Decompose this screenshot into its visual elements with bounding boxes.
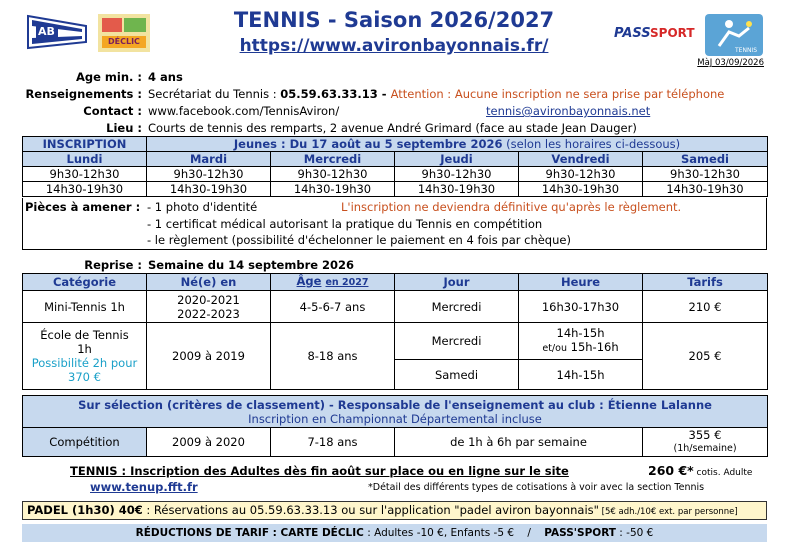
lieu-value: Courts de tennis des remparts, 2 avenue André Grimard (face au stade Jean Dauger)	[148, 121, 637, 135]
selection-tarif-note: (1h/semaine)	[673, 443, 737, 454]
day-samedi: Samedi	[643, 152, 768, 167]
renseignements-phone: 05.59.63.33.13	[280, 87, 378, 101]
header-nee: Né(e) en	[147, 274, 271, 291]
adultes-text: TENNIS : Inscription des Adultes dès fin août sur place ou en ligne sur le site	[70, 464, 569, 478]
pieces-label: Pièces à amener :	[25, 200, 141, 214]
selection-table	[22, 395, 768, 457]
jeunes-period	[147, 137, 768, 152]
renseignements-sep: -	[377, 87, 391, 101]
morning-mercredi: 9h30-12h30	[271, 167, 395, 182]
renseignements-label: Renseignements :	[25, 87, 142, 101]
day-vendredi: Vendredi	[519, 152, 643, 167]
tenup-link[interactable]: www.tenup.fft.fr	[90, 480, 198, 494]
selection-tarif-value: 355 €	[688, 428, 722, 442]
aviron-logo-text: AB	[38, 25, 55, 38]
ecole-heure-mercredi-b	[521, 340, 640, 356]
day-mercredi: Mercredi	[271, 152, 395, 167]
facebook-link[interactable]: www.facebook.com/TennisAviron/	[148, 104, 340, 118]
header-tarifs: Tarifs	[643, 274, 768, 291]
update-date: MàJ 03/09/2026	[697, 58, 764, 68]
morning-vendredi: 9h30-12h30	[519, 167, 643, 182]
padel-banner	[22, 501, 767, 520]
ecole-categorie	[23, 323, 147, 390]
morning-jeudi: 9h30-12h30	[395, 167, 519, 182]
renseignements-row	[0, 87, 788, 104]
adultes-price-note: cotis. Adulte	[693, 468, 753, 478]
mini-nee-1: 2020-2021	[177, 292, 240, 307]
renseignements-value	[148, 87, 724, 101]
selection-duree: de 1h à 6h par semaine	[395, 428, 643, 457]
header-age-label: Âge	[296, 274, 322, 288]
ecole-heure-mercredi-b-value: 15h-16h	[566, 340, 619, 354]
pass-sport-logo-pass: PASS	[614, 26, 651, 41]
mini-tarif: 210 €	[643, 291, 768, 323]
mini-nee	[147, 291, 271, 323]
morning-samedi: 9h30-12h30	[643, 167, 768, 182]
afternoon-mardi: 14h30-19h30	[147, 182, 271, 197]
ecole-possible-2: 370 €	[68, 370, 101, 384]
jeunes-period-note: (selon les horaires ci-dessous)	[502, 137, 681, 151]
day-lundi: Lundi	[23, 152, 147, 167]
page-title: TENNIS - Saison 2026/2027	[233, 8, 555, 32]
inscription-label: INSCRIPTION	[23, 137, 147, 152]
declic-logo-text: DÉCLIC	[108, 37, 140, 46]
reductions-banner	[22, 524, 767, 542]
table-row	[23, 323, 768, 360]
reprise-label: Reprise :	[84, 258, 142, 272]
selection-nee: 2009 à 2020	[147, 428, 271, 457]
reprise-value: Semaine du 14 septembre 2026	[148, 258, 355, 272]
courses-table	[22, 273, 768, 390]
courses-header-row	[23, 274, 768, 291]
ecole-heure-mercredi-a: 14h-15h	[556, 326, 605, 340]
header-age	[271, 274, 395, 291]
tennis-logo-text: TENNIS	[735, 47, 758, 54]
table-row	[23, 428, 768, 457]
mini-heure: 16h30-17h30	[519, 291, 643, 323]
pieces-item-certificat: - 1 certificat médical autorisant la pratique du Tennis en compétition	[147, 217, 543, 231]
adultes-price	[648, 463, 752, 478]
contact-row	[0, 104, 788, 121]
ecole-tarif: 205 €	[643, 323, 768, 390]
reductions-sep: /	[514, 527, 545, 539]
ecole-nee: 2009 à 2019	[147, 323, 271, 390]
pieces-box	[22, 198, 767, 250]
afternoon-mercredi: 14h30-19h30	[271, 182, 395, 197]
inscription-table	[22, 136, 768, 197]
reductions-pass-text: : -50 €	[615, 527, 654, 539]
mini-jour: Mercredi	[395, 291, 519, 323]
pieces-item-reglement: - le règlement (possibilité d'échelonner le paiement en 4 fois par chèque)	[147, 233, 571, 247]
afternoon-jeudi: 14h30-19h30	[395, 182, 519, 197]
renseignements-warning: Attention : Aucune inscription ne sera prise par téléphone	[390, 87, 725, 101]
ecole-heure-mercredi	[519, 323, 643, 360]
morning-mardi: 9h30-12h30	[147, 167, 271, 182]
selection-subtitle: Inscription en Championnat Départemental incluse	[248, 411, 542, 426]
reductions-declic-text: : Adultes -10 €, Enfants -5 €	[363, 527, 515, 539]
ecole-jour-samedi: Samedi	[395, 360, 519, 390]
lieu-label: Lieu :	[106, 121, 142, 135]
afternoon-row	[23, 182, 768, 197]
email-link[interactable]: tennis@avironbayonnais.net	[486, 104, 651, 118]
selection-header	[23, 396, 768, 428]
ecole-age: 8-18 ans	[271, 323, 395, 390]
adultes-price-value: 260 €*	[648, 463, 694, 478]
ecole-heure-etou: et/ou	[542, 343, 567, 354]
jeunes-period-bold: Jeunes : Du 17 août au 5 septembre 2026	[233, 137, 503, 151]
pieces-warning: L'inscription ne deviendra définitive qu'après le règlement.	[341, 200, 682, 214]
adultes-detail: *Détail des différents types de cotisations à voir avec la section Tennis	[368, 482, 705, 493]
age-label: Age min. :	[75, 70, 142, 84]
selection-categorie: Compétition	[23, 428, 147, 457]
table-row	[23, 291, 768, 323]
header-heure: Heure	[519, 274, 643, 291]
age-value: 4 ans	[148, 70, 183, 84]
day-jeudi: Jeudi	[395, 152, 519, 167]
pieces-item-photo: - 1 photo d'identité	[147, 200, 258, 214]
afternoon-samedi: 14h30-19h30	[643, 182, 768, 197]
header-age-sub: en 2027	[325, 277, 369, 288]
morning-row	[23, 167, 768, 182]
afternoon-lundi: 14h30-19h30	[23, 182, 147, 197]
padel-text: : Réservations au 05.59.63.33.13 ou sur l'application "padel aviron bayonnais"	[142, 503, 599, 517]
reductions-declic-label: RÉDUCTIONS DE TARIF : CARTE DÉCLIC	[135, 527, 364, 539]
ecole-categorie-2: 1h	[77, 342, 92, 356]
pass-sport-logo-sport: SPORT	[650, 26, 695, 40]
ecole-jour-mercredi: Mercredi	[395, 323, 519, 360]
days-row	[23, 152, 768, 167]
day-mardi: Mardi	[147, 152, 271, 167]
selection-age: 7-18 ans	[271, 428, 395, 457]
padel-title: PADEL (1h30) 40€	[27, 503, 143, 517]
site-url-link[interactable]: https://www.avironbayonnais.fr/	[239, 36, 549, 56]
ecole-heure-samedi: 14h-15h	[519, 360, 643, 390]
renseignements-prefix: Secrétariat du Tennis :	[148, 87, 281, 101]
padel-note: [5€ adh./10€ ext. par personne]	[598, 507, 738, 517]
afternoon-vendredi: 14h30-19h30	[519, 182, 643, 197]
selection-tarif	[643, 428, 768, 457]
contact-label: Contact :	[83, 104, 142, 118]
mini-categorie: Mini-Tennis 1h	[23, 291, 147, 323]
morning-lundi: 9h30-12h30	[23, 167, 147, 182]
mini-nee-2: 2022-2023	[177, 306, 240, 321]
ecole-possible-1: Possibilité 2h pour	[31, 356, 138, 370]
header-categorie: Catégorie	[23, 274, 147, 291]
reductions-pass-label: PASS'SPORT	[544, 527, 616, 539]
header-jour: Jour	[395, 274, 519, 291]
age-row	[0, 70, 788, 87]
mini-age: 4-5-6-7 ans	[271, 291, 395, 323]
ecole-categorie-1: École de Tennis	[40, 328, 129, 342]
selection-title: Sur sélection (critères de classement) - Responsable de l'enseignement au club : Étienne Lalanne	[78, 397, 712, 412]
